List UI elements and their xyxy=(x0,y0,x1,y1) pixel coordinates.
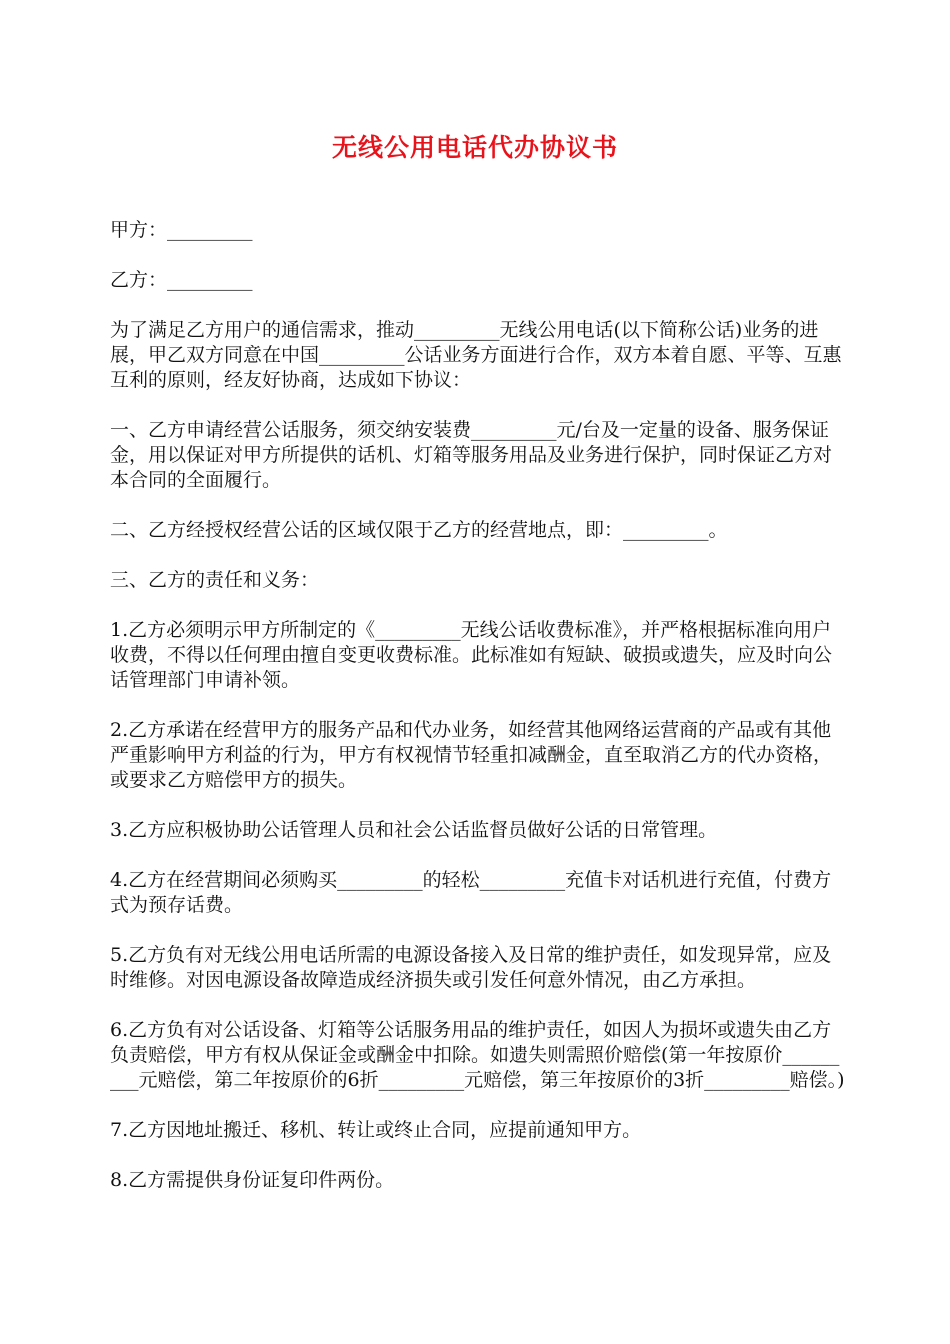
clause-2: 二、乙方经授权经营公话的区域仅限于乙方的经营地点，即：_________。 xyxy=(110,519,728,541)
party-a-line: 甲方：_________ xyxy=(110,219,253,241)
party-b-line: 乙方：_________ xyxy=(110,269,253,291)
obligation-item-7: 7.乙方因地址搬迁、移机、转让或终止合同，应提前通知甲方。 xyxy=(110,1119,642,1141)
obligation-item-1: 1.乙方必须明示甲方所制定的《_________无线公话收费标准》，并严格根据标准向用户收费，不得以任何理由擅自变更收费标准。此标准如有短缺、破损或遗失，应及时向公话管理部门申请补领。 xyxy=(110,619,833,691)
document-body xyxy=(110,218,845,1218)
document-title: 无线公用电话代办协议书 xyxy=(331,133,618,162)
obligation-item-8: 8.乙方需提供身份证复印件两份。 xyxy=(110,1169,395,1191)
obligation-item-4: 4.乙方在经营期间必须购买_________的轻松_________充值卡对话机进行充值，付费方式为预存话费。 xyxy=(110,869,832,916)
obligation-item-2: 2.乙方承诺在经营甲方的服务产品和代办业务，如经营其他网络运营商的产品或有其他严重影响甲方利益的行为，甲方有权视情节轻重扣减酬金，直至取消乙方的代办资格，或要求乙方赔偿甲方的损失。 xyxy=(110,719,833,791)
obligation-item-3: 3.乙方应积极协助公话管理人员和社会公话监督员做好公话的日常管理。 xyxy=(110,819,718,841)
clause-1: 一、乙方申请经营公话服务，须交纳安装费_________元/台及一定量的设备、服务保证金，用以保证对甲方所提供的话机、灯箱等服务用品及业务进行保护，同时保证乙方对本合同的全面履行。 xyxy=(110,419,833,491)
clause-3-heading: 三、乙方的责任和义务： xyxy=(110,569,320,591)
obligation-item-5: 5.乙方负有对无线公用电话所需的电源设备接入及日常的维护责任，如发现异常，应及时维修。对因电源设备故障造成经济损失或引发任何意外情况，由乙方承担。 xyxy=(110,944,832,991)
obligation-item-6: 6.乙方负有对公话设备、灯箱等公话服务用品的维护责任，如因人为损坏或遗失由乙方负责赔偿，甲方有权从保证金或酬金中扣除。如遗失则需照价赔偿(第一年按原价_________元赔偿，第二年按原价的6折_________元赔偿，第三年按原价的3折_________赔偿。) xyxy=(110,1019,845,1091)
preamble-paragraph: 为了满足乙方用户的通信需求，推动_________无线公用电话(以下简称公话)业务的进展，甲乙双方同意在中国_________公话业务方面进行合作，双方本着自愿、平等、互惠互利的原则，经友好协商，达成如下协议： xyxy=(110,319,842,391)
